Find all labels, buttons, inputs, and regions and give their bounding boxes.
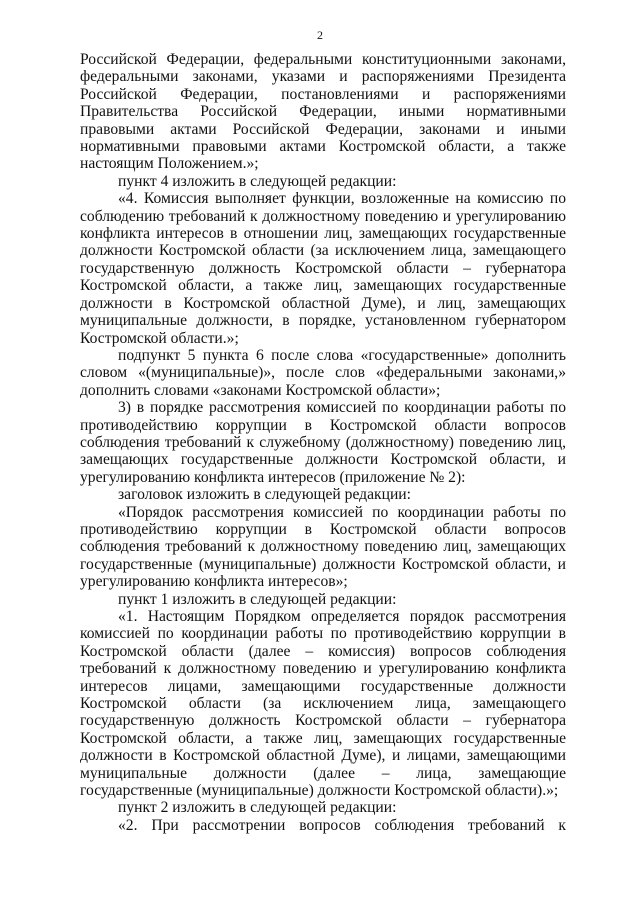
paragraph-item-1-intro: пункт 1 изложить в следующей редакции:: [118, 590, 397, 608]
paragraph-subitem-5: подпункт 5 пункта 6 после слова «государственные» дополнить словом «(муниципальные)», после слов «федеральными законами,» дополнить словами «законами Костромской области»;: [80, 346, 566, 399]
document-body: [80, 51, 566, 834]
paragraph-item-2-intro: пункт 2 изложить в следующей редакции:: [118, 799, 397, 817]
paragraph-heading-text: «Порядок рассмотрения комиссией по координации работы по противодействию коррупции в Костромской области вопросов соблюдения требований к должностному поведению лиц, замещающих государственные (муниципальные) должности Костромской области, и урегулированию конфликта интересов»;: [80, 503, 566, 591]
paragraph-item-4-intro: пункт 4 изложить в следующей редакции:: [118, 172, 397, 190]
paragraph-section-3: 3) в порядке рассмотрения комиссией по координации работы по противодействию коррупции в Костромской области вопросов соблюдения требований к служебному (должностному) поведению лиц, замещающих государственные должности Костромской области, и урегулированию конфликта интересов (приложение № 2):: [80, 399, 566, 486]
paragraph-item-2-text: «2. При рассмотрении вопросов соблюдения требований к: [118, 816, 566, 834]
page-number: 2: [317, 28, 323, 42]
paragraph-heading-intro: заголовок изложить в следующей редакции:: [118, 486, 411, 504]
paragraph-item-1-text: «1. Настоящим Порядком определяется порядок рассмотрения комиссией по координации работы по противодействию коррупции в Костромской области (далее – комиссия) вопросов соблюдения требований к должностному поведению и урегулированию конфликта интересов лицами, замещающими государственные должности Костромской области (за исключением лица, замещающего государственную должность Костромской области – губернатора Костромской области, а также лиц, замещающих государственные должности в Костромской областной Думе), и лицами, замещающими муниципальные должности (далее – лица, замещающие государственные (муниципальные) должности Костромской области).»;: [80, 608, 566, 800]
paragraph-continuation: Российской Федерации, федеральными конституционными законами, федеральными законами, указами и распоряжениями Президента Российской Федерации, постановлениями и распоряжениями Правительства Российской Федерации, иными нормативными правовыми актами Российской Федерации, законами и иными нормативными правовыми актами Костромской области, а также настоящим Положением.»;: [80, 51, 566, 173]
paragraph-item-4-text: «4. Комиссия выполняет функции, возложенные на комиссию по соблюдению требований к должностному поведению и урегулированию конфликта интересов в отношении лиц, замещающих государственные должности Костромской области (за исключением лица, замещающего государственную должность Костромской области – губернатора Костромской области, а также лиц, замещающих государственные должности в Костромской областной Думе), и лиц, замещающих муниципальные должности, в порядке, установленном губернатором Костромской области.»;: [80, 190, 566, 347]
